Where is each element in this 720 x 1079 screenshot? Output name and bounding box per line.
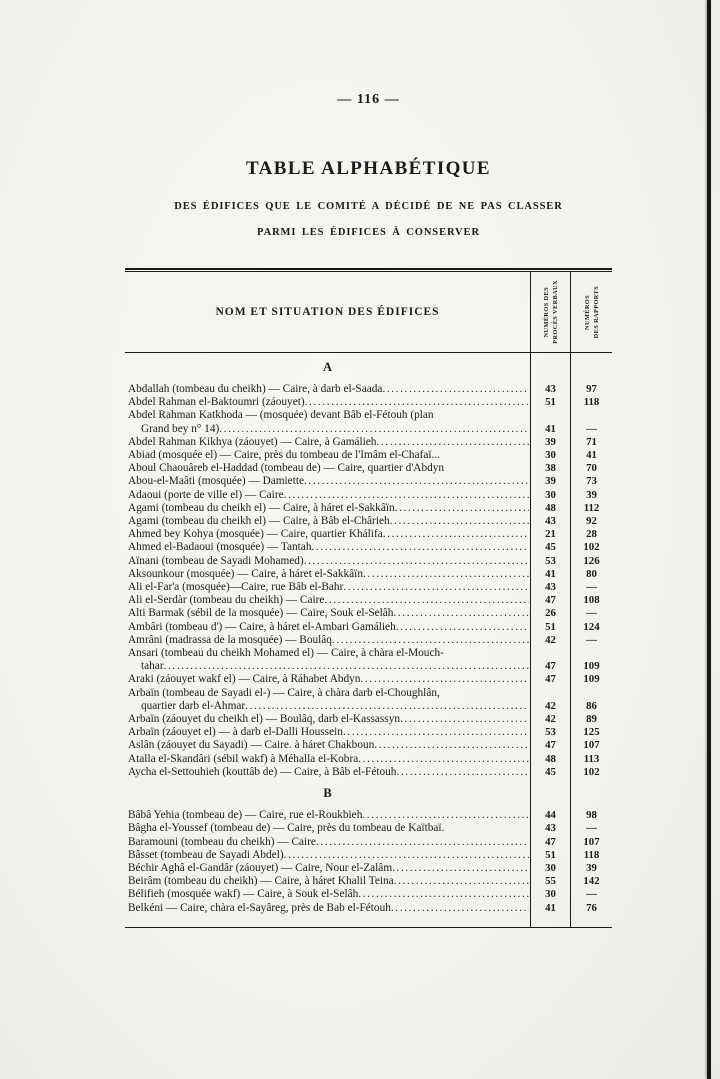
proces-verbaux-number-cell: 39 xyxy=(530,475,570,488)
table-row xyxy=(125,700,612,713)
entry-name-cell xyxy=(125,766,530,779)
proces-verbaux-number-cell: 53 xyxy=(530,555,570,568)
proces-verbaux-number-cell: 44 xyxy=(530,809,570,822)
rapport-number-cell: — xyxy=(570,634,612,647)
table-row xyxy=(125,489,612,502)
table-row xyxy=(125,449,612,462)
rapport-number-cell: 39 xyxy=(570,489,612,502)
proces-verbaux-number-cell: 42 xyxy=(530,634,570,647)
table-row xyxy=(125,849,612,862)
entry-text: Agami (tombeau du cheikh el) — Caire, à háret el-Sakkâïn xyxy=(128,501,395,514)
rapport-number-cell: 41 xyxy=(570,449,612,462)
section-header-row xyxy=(125,779,612,809)
proces-verbaux-number-cell: 26 xyxy=(530,607,570,620)
proces-verbaux-number-cell: 47 xyxy=(530,836,570,849)
proces-verbaux-number-cell: 43 xyxy=(530,822,570,835)
entry-text: Grand bey n° 14) xyxy=(141,422,220,435)
rapport-number-cell: 73 xyxy=(570,475,612,488)
proces-verbaux-number-cell: 48 xyxy=(530,502,570,515)
rapport-number-cell: 109 xyxy=(570,673,612,686)
dot-leader xyxy=(394,875,529,888)
dot-leader xyxy=(305,396,529,409)
rapport-number-cell: 28 xyxy=(570,528,612,541)
rapport-number-cell: — xyxy=(570,607,612,620)
edifices-table xyxy=(125,268,612,928)
dot-leader xyxy=(164,660,529,673)
entry-name-cell xyxy=(125,634,530,647)
rapport-number-cell: 118 xyxy=(570,849,612,862)
table-row xyxy=(125,396,612,409)
dot-leader xyxy=(304,475,529,488)
proces-verbaux-number-cell: 41 xyxy=(530,423,570,436)
dot-leader xyxy=(304,555,529,568)
rapport-number-cell: 80 xyxy=(570,568,612,581)
table-row xyxy=(125,862,612,875)
table-row xyxy=(125,888,612,901)
entry-text: Bâbâ Yehia (tombeau de) — Caire, rue el-Roukbieh xyxy=(128,809,363,822)
entry-name-cell xyxy=(125,875,530,888)
entry-text: Aslân (záouyet du Sayadi) — Caire. à háret Chakboun xyxy=(128,739,375,752)
dot-leader xyxy=(343,581,529,594)
entry-text: Ahmed bey Kohya (mosquée) — Caire, quartier Khálifa xyxy=(128,528,383,541)
rapport-number-cell xyxy=(570,647,612,660)
entry-name-cell xyxy=(125,607,530,620)
proces-verbaux-number-cell xyxy=(530,353,570,383)
entry-text: Baramouni (tombeau du cheikh) — Caire xyxy=(128,835,316,848)
table-row xyxy=(125,568,612,581)
entry-name-cell xyxy=(125,462,530,475)
entry-text: Alti Barmak (sébil de la mosquée) — Caire, Souk el-Selâh xyxy=(128,607,394,620)
table-row xyxy=(125,673,612,686)
rapport-number-cell: — xyxy=(570,581,612,594)
dot-leader xyxy=(391,902,529,915)
table-row xyxy=(125,515,612,528)
table-row xyxy=(125,423,612,436)
proces-verbaux-number-cell xyxy=(530,409,570,422)
proces-verbaux-number-cell: 51 xyxy=(530,621,570,634)
entry-name-cell xyxy=(125,888,530,901)
rapport-number-cell: 98 xyxy=(570,809,612,822)
rapport-number-cell: 97 xyxy=(570,383,612,396)
proces-verbaux-number-cell: 39 xyxy=(530,436,570,449)
proces-verbaux-number-cell: 45 xyxy=(530,766,570,779)
dot-leader xyxy=(316,836,529,849)
dot-leader xyxy=(360,673,529,686)
entry-text: Bâsset (tombeau de Sayadi Abdel) xyxy=(128,848,284,861)
proces-verbaux-number-cell: 47 xyxy=(530,594,570,607)
proces-verbaux-number-cell: 55 xyxy=(530,875,570,888)
rapport-number-cell: 124 xyxy=(570,621,612,634)
table-row xyxy=(125,607,612,620)
proces-verbaux-number-cell: 43 xyxy=(530,581,570,594)
rapport-number-cell: 92 xyxy=(570,515,612,528)
table-row xyxy=(125,660,612,673)
scan-binding-edge xyxy=(707,0,711,1079)
dot-leader xyxy=(396,621,529,634)
entry-name-cell xyxy=(125,713,530,726)
dot-leader xyxy=(219,423,529,436)
entry-name-cell xyxy=(125,700,530,713)
entry-text: Atalla el-Skandâri (sébil wakf) à Méhalla el-Kobra xyxy=(128,752,359,765)
entry-text: Aboul Chaouâreb el-Haddad (tombeau de) — Caire, quartier d'Abdyn xyxy=(128,462,445,475)
dot-leader xyxy=(363,568,529,581)
entry-name-cell xyxy=(125,902,530,915)
entry-name-cell xyxy=(125,396,530,409)
entry-name-cell xyxy=(125,555,530,568)
table-row xyxy=(125,739,612,752)
table-row xyxy=(125,621,612,634)
table-row xyxy=(125,383,612,396)
table-row xyxy=(125,409,612,422)
dot-leader xyxy=(358,888,529,901)
entry-name-cell xyxy=(125,739,530,752)
rapport-number-cell: 102 xyxy=(570,766,612,779)
table-row xyxy=(125,436,612,449)
table-row xyxy=(125,555,612,568)
section-header-row xyxy=(125,353,612,383)
proces-verbaux-number-cell: 42 xyxy=(530,700,570,713)
entry-text: Amrâni (madrassa de la mosquée) — Boulâq xyxy=(128,633,332,646)
rapport-number-cell: 89 xyxy=(570,713,612,726)
dot-leader xyxy=(324,594,529,607)
table-row xyxy=(125,581,612,594)
document-subtitle-line2: PARMI LES ÉDIFICES À CONSERVER xyxy=(257,227,480,238)
dot-leader xyxy=(376,436,529,449)
entry-text: Ambâri (tombeau d') — Caire, à háret el-Ambari Gamálieh xyxy=(128,620,396,633)
table-row xyxy=(125,713,612,726)
entry-name-cell xyxy=(125,581,530,594)
rapport-number-cell: — xyxy=(570,423,612,436)
dot-leader xyxy=(284,849,529,862)
dot-leader xyxy=(245,700,529,713)
rapport-number-cell xyxy=(570,353,612,383)
entry-text: Ansari (tombeau du cheikh Mohamed el) — Caire, à chàra el-Mouch- xyxy=(128,647,444,660)
dot-leader xyxy=(284,489,529,502)
dot-leader xyxy=(383,528,529,541)
rapport-number-cell: 107 xyxy=(570,739,612,752)
proces-verbaux-number-cell xyxy=(530,687,570,700)
rapport-number-cell: 142 xyxy=(570,875,612,888)
table-row xyxy=(125,687,612,700)
rapport-number-cell xyxy=(570,409,612,422)
table-row xyxy=(125,809,612,822)
entry-text: quartier darb el-Ahmar xyxy=(141,699,246,712)
proces-verbaux-number-cell: 21 xyxy=(530,528,570,541)
entry-name-cell xyxy=(125,726,530,739)
entry-text: Aïnani (tombeau de Sayadi Mohamed) xyxy=(128,554,304,567)
header-pv-label-line2: PROCÈS VERBAUX xyxy=(551,280,559,344)
proces-verbaux-number-cell: 47 xyxy=(530,660,570,673)
entry-text: Araki (záouyet wakf el) — Caire, à Ráhabet Abdyn xyxy=(128,673,361,686)
proces-verbaux-number-cell: 42 xyxy=(530,713,570,726)
proces-verbaux-number-cell: 30 xyxy=(530,862,570,875)
dot-leader xyxy=(374,739,529,752)
proces-verbaux-number-cell xyxy=(530,915,570,927)
dot-leader xyxy=(390,515,529,528)
entry-text: Bélifieh (mosquée wakf) — Caire, à Souk el-Selâh xyxy=(128,888,359,901)
table-row xyxy=(125,462,612,475)
entry-name-cell xyxy=(125,568,530,581)
entry-name-cell xyxy=(125,515,530,528)
proces-verbaux-number-cell: 51 xyxy=(530,849,570,862)
proces-verbaux-number-cell xyxy=(530,779,570,809)
proces-verbaux-number-cell: 43 xyxy=(530,515,570,528)
rapport-number-cell: 76 xyxy=(570,902,612,915)
spacer-name-cell xyxy=(125,915,530,927)
entry-text: Arbaïn (záouyet du cheikh el) — Boulâq, darb el-Kassassyn xyxy=(128,713,400,726)
entry-name-cell xyxy=(125,836,530,849)
entry-text: Aksounkour (mosquée) — Caire, à háret el-Sakkâïn xyxy=(128,567,363,580)
entry-name-cell xyxy=(125,621,530,634)
entry-name-cell xyxy=(125,541,530,554)
proces-verbaux-number-cell: 38 xyxy=(530,462,570,475)
entry-name-cell xyxy=(125,594,530,607)
page-number: — 116 — xyxy=(337,92,400,107)
section-letter: A xyxy=(322,360,333,375)
table-row xyxy=(125,726,612,739)
entry-name-cell xyxy=(125,423,530,436)
entry-name-cell xyxy=(125,849,530,862)
entry-text: Abdel Rahman el-Baktoumri (záouyet) xyxy=(128,396,305,409)
entry-name-cell xyxy=(125,489,530,502)
dot-leader xyxy=(382,383,529,396)
entry-text: Abdallah (tombeau du cheikh) — Caire, à darb el-Saada xyxy=(128,383,383,395)
entry-text: tahar xyxy=(141,660,164,673)
header-rapports-column xyxy=(570,272,612,352)
entry-name-cell xyxy=(125,647,530,660)
entry-text: Belkéni — Caire, chàra el-Sayâreg, près de Bab el-Fétouh xyxy=(128,901,391,914)
document-title: TABLE ALPHABÉTIQUE xyxy=(246,158,491,179)
dot-leader xyxy=(332,634,529,647)
rapport-number-cell: 109 xyxy=(570,660,612,673)
entry-text: Abou-el-Maâti (mosquée) — Damiette xyxy=(128,475,304,488)
entry-text: Arbaïn (tombeau de Sayadi el-) — Caire, à chàra darb el-Choughlân, xyxy=(128,686,440,699)
entry-text: Agami (tombeau du cheikh el) — Caire, à Bâb el-Chârieh xyxy=(128,515,390,528)
entry-name-cell xyxy=(125,673,530,686)
entry-text: Bâgha el-Youssef (tombeau de) — Caire, près du tombeau de Kaïtbaï. xyxy=(128,822,445,835)
rapport-number-cell: — xyxy=(570,822,612,835)
proces-verbaux-number-cell: 47 xyxy=(530,673,570,686)
entry-text: Ali el-Far'a (mosquée)—Caire, rue Bâb el-Bahr xyxy=(128,581,344,594)
rapport-number-cell: 86 xyxy=(570,700,612,713)
document-subtitle-line1: DES ÉDIFICES QUE LE COMITÉ A DÉCIDÉ DE NE PAS CLASSER xyxy=(174,201,563,212)
entry-name-cell xyxy=(125,436,530,449)
table-row xyxy=(125,541,612,554)
table-row xyxy=(125,528,612,541)
proces-verbaux-number-cell xyxy=(530,647,570,660)
entry-text: Beirâm (tombeau du cheikh) — Caire, à háret Khalil Teina xyxy=(128,875,394,888)
proces-verbaux-number-cell: 30 xyxy=(530,489,570,502)
entry-name-cell xyxy=(125,753,530,766)
table-bottom-rule xyxy=(125,927,612,928)
rapport-number-cell xyxy=(570,779,612,809)
rapport-number-cell: 108 xyxy=(570,594,612,607)
table-body xyxy=(125,353,612,927)
table-row xyxy=(125,902,612,915)
entry-text: Ali el-Serdàr (tombeau du cheikh) — Caire xyxy=(128,594,325,607)
rapport-number-cell: 112 xyxy=(570,502,612,515)
rapport-number-cell: 102 xyxy=(570,541,612,554)
rapport-number-cell: 125 xyxy=(570,726,612,739)
proces-verbaux-number-cell: 47 xyxy=(530,739,570,752)
dot-leader xyxy=(396,766,529,779)
proces-verbaux-number-cell: 41 xyxy=(530,568,570,581)
proces-verbaux-number-cell: 30 xyxy=(530,888,570,901)
entry-name-cell xyxy=(125,383,530,396)
entry-text: Ahmed el-Badaoui (mosquée) — Tantah xyxy=(128,541,312,554)
table-row xyxy=(125,822,612,835)
entry-name-cell xyxy=(125,449,530,462)
table-row xyxy=(125,594,612,607)
table-row xyxy=(125,475,612,488)
entry-text: Abiad (mosquée el) — Caire, près du tombeau de l'Imâm el-Chafaï... xyxy=(128,449,440,462)
proces-verbaux-number-cell: 41 xyxy=(530,902,570,915)
header-proces-verbaux-column xyxy=(530,272,570,352)
table-row xyxy=(125,766,612,779)
entry-name-cell xyxy=(125,502,530,515)
rapport-number-cell: 118 xyxy=(570,396,612,409)
proces-verbaux-number-cell: 51 xyxy=(530,396,570,409)
entry-name-cell xyxy=(125,809,530,822)
dot-leader xyxy=(343,726,529,739)
entry-name-cell xyxy=(125,660,530,673)
table-row xyxy=(125,753,612,766)
table-header-row xyxy=(125,272,612,353)
rapport-number-cell: 39 xyxy=(570,862,612,875)
rapport-number-cell xyxy=(570,687,612,700)
entry-text: Arbaïn (záouyet el) — à darb el-Dalli Houssein xyxy=(128,726,343,739)
header-rapports-label-line1: NUMÉROS xyxy=(583,294,591,330)
rapport-number-cell: 107 xyxy=(570,836,612,849)
header-name-column: NOM ET SITUATION DES ÉDIFICES xyxy=(215,306,440,318)
entry-text: Abdel Rahman Katkhoda — (mosquée) devant Bâb el-Fétouh (plan xyxy=(128,409,434,422)
dot-leader xyxy=(311,541,529,554)
table-row xyxy=(125,875,612,888)
entry-text: Adaoui (porte de ville el) — Caire xyxy=(128,488,284,501)
rapport-number-cell: 71 xyxy=(570,436,612,449)
dot-leader xyxy=(400,713,529,726)
dot-leader xyxy=(395,502,529,515)
entry-name-cell xyxy=(125,409,530,422)
dot-leader xyxy=(393,607,529,620)
header-pv-label-line1: NUMÉROS DES xyxy=(542,286,550,338)
proces-verbaux-number-cell: 45 xyxy=(530,541,570,554)
entry-name-cell xyxy=(125,687,530,700)
proces-verbaux-number-cell: 48 xyxy=(530,753,570,766)
section-letter: B xyxy=(323,786,332,801)
rapport-number-cell xyxy=(570,915,612,927)
proces-verbaux-number-cell: 53 xyxy=(530,726,570,739)
entry-name-cell xyxy=(125,862,530,875)
rapport-number-cell: — xyxy=(570,888,612,901)
table-row xyxy=(125,634,612,647)
header-rapports-label-line2: DES RAPPORTS xyxy=(592,285,600,339)
entry-name-cell xyxy=(125,822,530,835)
dot-leader xyxy=(362,809,529,822)
dot-leader xyxy=(358,753,529,766)
table-row xyxy=(125,836,612,849)
proces-verbaux-number-cell: 43 xyxy=(530,383,570,396)
dot-leader xyxy=(392,862,529,875)
proces-verbaux-number-cell: 30 xyxy=(530,449,570,462)
rapport-number-cell: 113 xyxy=(570,753,612,766)
table-row xyxy=(125,502,612,515)
entry-text: Abdel Rahman Kikhya (záouyet) — Caire, à Gamálieh xyxy=(128,435,377,448)
entry-name-cell xyxy=(125,528,530,541)
table-bottom-spacer-row xyxy=(125,915,612,927)
table-row xyxy=(125,647,612,660)
rapport-number-cell: 70 xyxy=(570,462,612,475)
entry-name-cell xyxy=(125,475,530,488)
rapport-number-cell: 126 xyxy=(570,555,612,568)
entry-text: Aycha el-Settouhieh (kouttâb de) — Caire, à Bâb el-Fétouh xyxy=(128,765,397,778)
entry-text: Béchir Aghâ el-Gandâr (záouyet) — Caire, Nour el-Zalâm xyxy=(128,861,393,874)
